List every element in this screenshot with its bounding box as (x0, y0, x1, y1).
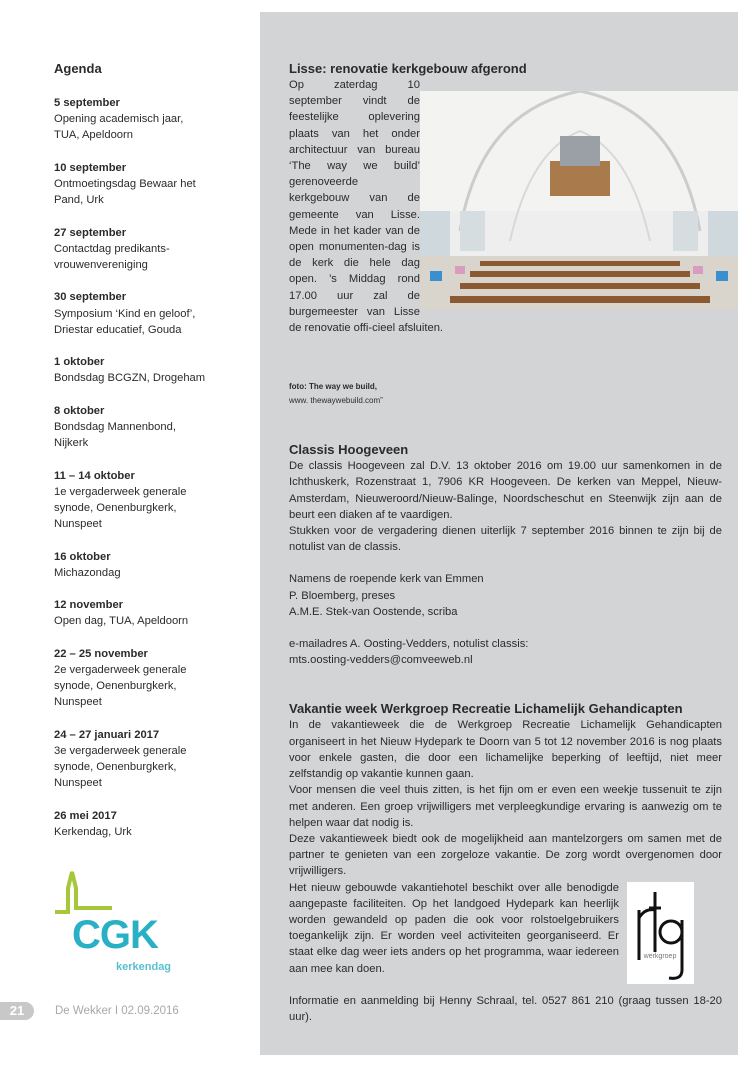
agenda-item (54, 468, 254, 533)
svg-text:CGK: CGK (72, 913, 158, 957)
contact-info: Informatie en aanmelding bij Henny Schraal, tel. 0527 861 210 (graag tussen 18-20 uur). (289, 994, 722, 1023)
agenda-date: 10 september (54, 161, 127, 174)
agenda-description: Ontmoetingsdag Bewaar het Pand, Urk (54, 178, 196, 207)
agenda-item (54, 646, 254, 711)
agenda-date: 1 oktober (54, 356, 105, 369)
article-paragraph: In de vakantieweek die de Werkgroep Recreatie Lichamelijk Gehandicapten organiseert in het Nieuw Hydepark te Doorn van 5 tot 12 november 2016 is nog plaats voor enkele gasten, die door een lichamelijke beperking of leeftijd, niet meer zelfstandig op vakantie kunnen gaan. (289, 719, 722, 781)
agenda-date: 22 – 25 november (54, 647, 148, 660)
rtg-werkgroep-logo (627, 882, 694, 984)
article-classis (289, 441, 722, 668)
agenda-date: 12 november (54, 599, 124, 612)
signatories: Namens de roepende kerk van Emmen P. Bloemberg, preses A.M.E. Stek-van Oostende, scriba (289, 573, 484, 618)
cgk-kerkendag-logo (52, 870, 182, 980)
agenda-date: 30 september (54, 291, 127, 304)
email-link[interactable]: mts.oosting-vedders@comveeweb.nl (289, 654, 473, 667)
agenda-item (54, 289, 254, 338)
agenda-column (54, 60, 254, 856)
news-column (289, 60, 722, 1025)
photo-caption: foto: The way we build, www. thewaywebuild.com” (289, 382, 383, 406)
agenda-item (54, 403, 254, 452)
agenda-title: Agenda (54, 61, 102, 76)
article-lisse (289, 60, 722, 408)
agenda-description: Bondsdag Mannenbond, Nijkerk (54, 420, 176, 450)
publication-info: De Wekker I 02.09.2016 (55, 1005, 179, 1017)
agenda-date: 16 oktober (54, 550, 111, 563)
agenda-item (54, 354, 254, 386)
article-paragraph: Stukken voor de vergadering dienen uiterlijk 7 september 2016 binnen te zijn bij de notulist van de classis. (289, 525, 722, 554)
agenda-description: Contactdag predikants- vrouwenvereniging (54, 242, 170, 271)
agenda-date: 8 oktober (54, 404, 105, 417)
article-title: Classis Hoogeveen (289, 442, 409, 458)
agenda-item (54, 727, 254, 792)
agenda-description: 1e vergaderweek generale synode, Oenenburgkerk, Nunspeet (54, 485, 187, 531)
agenda-date: 26 mei 2017 (54, 809, 117, 822)
agenda-description: Bondsdag BCGZN, Drogeham (54, 372, 206, 385)
article-paragraph: Voor mensen die veel thuis zitten, is het fijn om er even een weekje tussenuit te zijn met anderen. Een groep vrijwilligers met verpleegkundige ervaring is aanwezig om te helpen waar dat nodig is. (289, 784, 722, 829)
svg-text:werkgroep: werkgroep (643, 952, 677, 960)
agenda-description: Symposium ‘Kind en geloof’, Driestar educatief, Gouda (54, 307, 196, 336)
agenda-item (54, 549, 254, 581)
article-vakantie (289, 700, 722, 1025)
article-paragraph: Het nieuw gebouwde vakantiehotel beschikt over alle benodigde aangepaste faciliteiten. Op het landgoed Hydepark kan heerlijk worden gewandeld op paden die ook voor rolstoelgebruikers toegankelijk zijn. Er worden veel activiteiten georganiseerd. Er staat elke dag weer iets anders op het programma, waar iedereen aan mee kan doen. (289, 881, 619, 975)
agenda-item (54, 808, 254, 840)
agenda-date: 27 september (54, 226, 127, 239)
svg-text:kerkendag: kerkendag (116, 961, 172, 973)
article-paragraph: De classis Hoogeveen zal D.V. 13 oktober 2016 om 19.00 uur samenkomen in de Ichthuskerk, Rozenstraat 1, 7906 KR Hoogeveen. De kerken van Meppel, Nieuw-Amsterdam, Nieuweroord/Nieuw-Balinge, Noordscheschut en Steenwijk zijn aan de beurt een diaken af te vaardigen. (289, 460, 722, 521)
agenda-item (54, 225, 254, 274)
article-paragraph: Deze vakantieweek biedt ook de mogelijkheid aan mantelzorgers om samen met de partner te genieten van een zorgeloze vakantie. De zorg wordt overgenomen door vrijwilligers. (289, 832, 722, 878)
agenda-description: 2e vergaderweek generale synode, Oenenburgkerk, Nunspeet (54, 663, 187, 709)
agenda-description: Michazondag (54, 566, 121, 579)
agenda-description: Open dag, TUA, Apeldoorn (54, 615, 189, 628)
agenda-item (54, 160, 254, 209)
article-body: Op zaterdag 10 september vindt de feestelijke oplevering plaats van het onder architectuur van bureau ‘The way we build’ gerenoveerde kerkgebouw van de gemeente van Lisse. Mede in het kader van de open monumenten-dag is de kerk die hele dag open. ’s Middag rond 17.00 uur zal de burgemeester van Lisse de renovatie offi-cieel afsluiten. (289, 77, 722, 336)
agenda-item (54, 597, 254, 629)
agenda-date: 11 – 14 oktober (54, 469, 135, 482)
email-label: e-mailadres A. Oosting-Vedders, notulist classis: (289, 638, 529, 651)
agenda-date: 5 september (54, 97, 120, 109)
agenda-item (54, 95, 254, 144)
agenda-date: 24 – 27 januari 2017 (54, 728, 160, 741)
article-title: Lisse: renovatie kerkgebouw afgerond (289, 61, 527, 76)
agenda-description: Kerkendag, Urk (54, 825, 132, 838)
agenda-description: Opening academisch jaar, TUA, Apeldoorn (54, 113, 184, 142)
agenda-description: 3e vergaderweek generale synode, Oenenburgkerk, Nunspeet (54, 744, 187, 790)
article-title: Vakantie week Werkgroep Recreatie Lichamelijk Gehandicapten (289, 701, 683, 717)
church-interior-photo (420, 91, 738, 310)
page-number: 21 (0, 1002, 34, 1020)
